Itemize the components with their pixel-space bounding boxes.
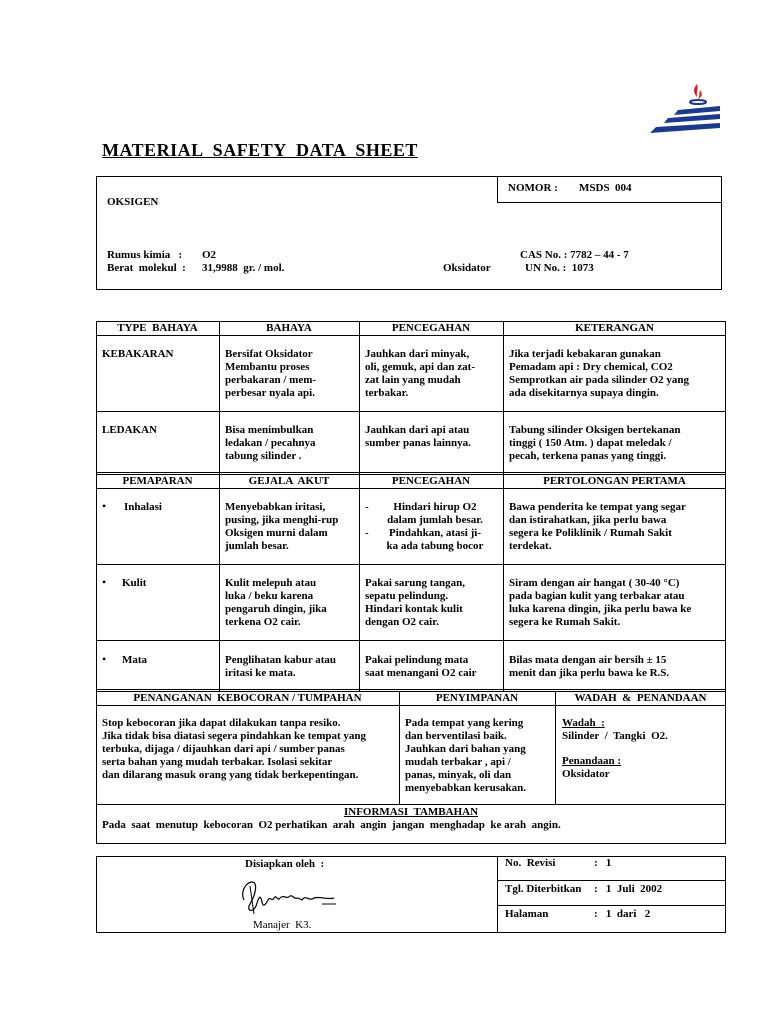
hazard-pencegahan-kebakaran: Jauhkan dari minyak, oli, gemuk, api dan zat- zat lain yang mudah terbakar. xyxy=(365,348,476,399)
revisi-value: : 1 xyxy=(594,857,612,869)
signer-role: Manajer K3. xyxy=(253,919,312,931)
cas-number: CAS No. : 7782 – 44 - 7 xyxy=(520,249,629,261)
nomor-value: MSDS 004 xyxy=(579,182,632,194)
substance-name: OKSIGEN xyxy=(107,196,159,208)
col-gejala-akut: GEJALA AKUT xyxy=(248,475,330,487)
hazard-type-kebakaran: KEBAKARAN xyxy=(102,348,174,360)
company-logo xyxy=(648,80,722,138)
hazard-keterangan-kebakaran: Jika terjadi kebakaran gunakan Pemadam api : Dry chemical, CO2 Semprotkan air pada silinder O2 yang ada disekitarnya supaya dingin. xyxy=(509,348,690,399)
signature xyxy=(236,874,342,918)
gejala-mata: Penglihatan kabur atau iritasi ke mata. xyxy=(225,654,337,679)
penandaan-label: Penandaan : xyxy=(562,755,621,767)
rumus-value: O2 xyxy=(202,249,217,261)
leak-handling-text: Stop kebocoran jika dapat dilakukan tanpa resiko. Jika tidak bisa diatasi segera pindahkan ke tempat yang terbuka, dijaga / dijauhkan dari api / sumber panas serta bahan yang mudah terbakar. Isolasi sekitar dan dilarang masuk orang yang tidak berkepentingan. xyxy=(102,717,367,781)
storage-text: Pada tempat yang kering dan berventilasi baik. Jauhkan dari bahan yang mudah terbakar , api / panas, minyak, oli dan menyebabkan kerusakan. xyxy=(405,717,527,794)
dash-icon: - xyxy=(365,527,369,539)
hazard-keterangan-ledakan: Tabung silinder Oksigen bertekanan tinggi ( 150 Atm. ) dapat meledak / pecah, terkena panas yang tinggi. xyxy=(509,424,681,462)
berat-value: 31,9988 gr. / mol. xyxy=(202,262,285,274)
hazard-class: Oksidator xyxy=(443,262,491,274)
hazard-type-ledakan: LEDAKAN xyxy=(102,424,158,436)
route-inhalasi: Inhalasi xyxy=(124,501,162,513)
nomor-label: NOMOR : xyxy=(508,182,558,194)
col-penanganan: PENANGANAN KEBOCORAN / TUMPAHAN xyxy=(133,692,362,704)
un-number: UN No. : 1073 xyxy=(525,262,594,274)
rumus-label: Rumus kimia : xyxy=(107,249,183,261)
gejala-inhalasi: Menyebabkan iritasi, pusing, jika menghi-rup Oksigen murni dalam jumlah besar. xyxy=(225,501,339,552)
col-pencegahan-2: PENCEGAHAN xyxy=(391,475,471,487)
col-type-bahaya: TYPE BAHAYA xyxy=(117,322,198,334)
halaman-label: Halaman xyxy=(505,908,549,920)
bullet-icon: • xyxy=(102,499,107,513)
col-bahaya: BAHAYA xyxy=(266,322,312,334)
pertolongan-inhalasi: Bawa penderita ke tempat yang segar dan istirahatkan, jika perlu bawa segera ke Poliklinik / Rumah Sakit terdekat. xyxy=(509,501,686,552)
col-pertolongan: PERTOLONGAN PERTAMA xyxy=(543,475,686,487)
gejala-kulit: Kulit melepuh atau luka / beku karena pengaruh dingin, jika terkena O2 cair. xyxy=(225,577,327,628)
col-keterangan: KETERANGAN xyxy=(575,322,654,334)
route-kulit: Kulit xyxy=(122,577,147,589)
info-text: Pada saat menutup kebocoran O2 perhatikan arah angin jangan menghadap ke arah angin. xyxy=(102,819,561,831)
terbit-value: : 1 Juli 2002 xyxy=(594,883,663,895)
pencegahan-inhalasi-2: Pindahkan, atasi ji- ka ada tabung bocor xyxy=(386,527,484,552)
hazard-pencegahan-ledakan: Jauhkan dari api atau sumber panas lainnya. xyxy=(365,424,471,449)
hazard-bahaya-ledakan: Bisa menimbulkan ledakan / pecahnya tabung silinder . xyxy=(225,424,316,462)
bullet-icon: • xyxy=(102,652,107,666)
pencegahan-kulit: Pakai sarung tangan, sepatu pelindung. Hindari kontak kulit dengan O2 cair. xyxy=(365,577,465,628)
penandaan-value: Oksidator xyxy=(562,768,610,780)
route-mata: Mata xyxy=(122,654,148,666)
info-header: INFORMASI TAMBAHAN xyxy=(343,806,479,818)
revisi-label: No. Revisi xyxy=(505,857,556,869)
col-pencegahan: PENCEGAHAN xyxy=(391,322,471,334)
terbit-label: Tgl. Diterbitkan xyxy=(505,883,582,895)
pertolongan-mata: Bilas mata dengan air bersih ± 15 menit dan jika perlu bawa ke R.S. xyxy=(509,654,670,679)
col-pemaparan: PEMAPARAN xyxy=(122,475,193,487)
berat-label: Berat molekul : xyxy=(107,262,186,274)
wadah-value: Silinder / Tangki O2. xyxy=(562,730,668,742)
prepared-by-label: Disiapkan oleh : xyxy=(245,858,325,870)
hazard-bahaya-kebakaran: Bersifat Oksidator Membantu proses perbakaran / mem- perbesar nyala api. xyxy=(225,348,317,399)
halaman-value: : 1 dari 2 xyxy=(594,908,651,920)
pertolongan-kulit: Siram dengan air hangat ( 30-40 °C) pada bagian kulit yang terbakar atau luka karena dingin, jika perlu bawa ke segera ke Rumah Sakit. xyxy=(509,577,692,628)
pencegahan-mata: Pakai pelindung mata saat menangani O2 cair xyxy=(365,654,477,679)
bullet-icon: • xyxy=(102,575,107,589)
wadah-label: Wadah : xyxy=(562,717,605,729)
col-penyimpanan: PENYIMPANAN xyxy=(435,692,519,704)
col-wadah: WADAH & PENANDAAN xyxy=(574,692,707,704)
document-title: MATERIAL SAFETY DATA SHEET xyxy=(102,140,418,160)
pencegahan-inhalasi-1: Hindari hirup O2 dalam jumlah besar. xyxy=(387,501,483,526)
dash-icon: - xyxy=(365,501,369,513)
